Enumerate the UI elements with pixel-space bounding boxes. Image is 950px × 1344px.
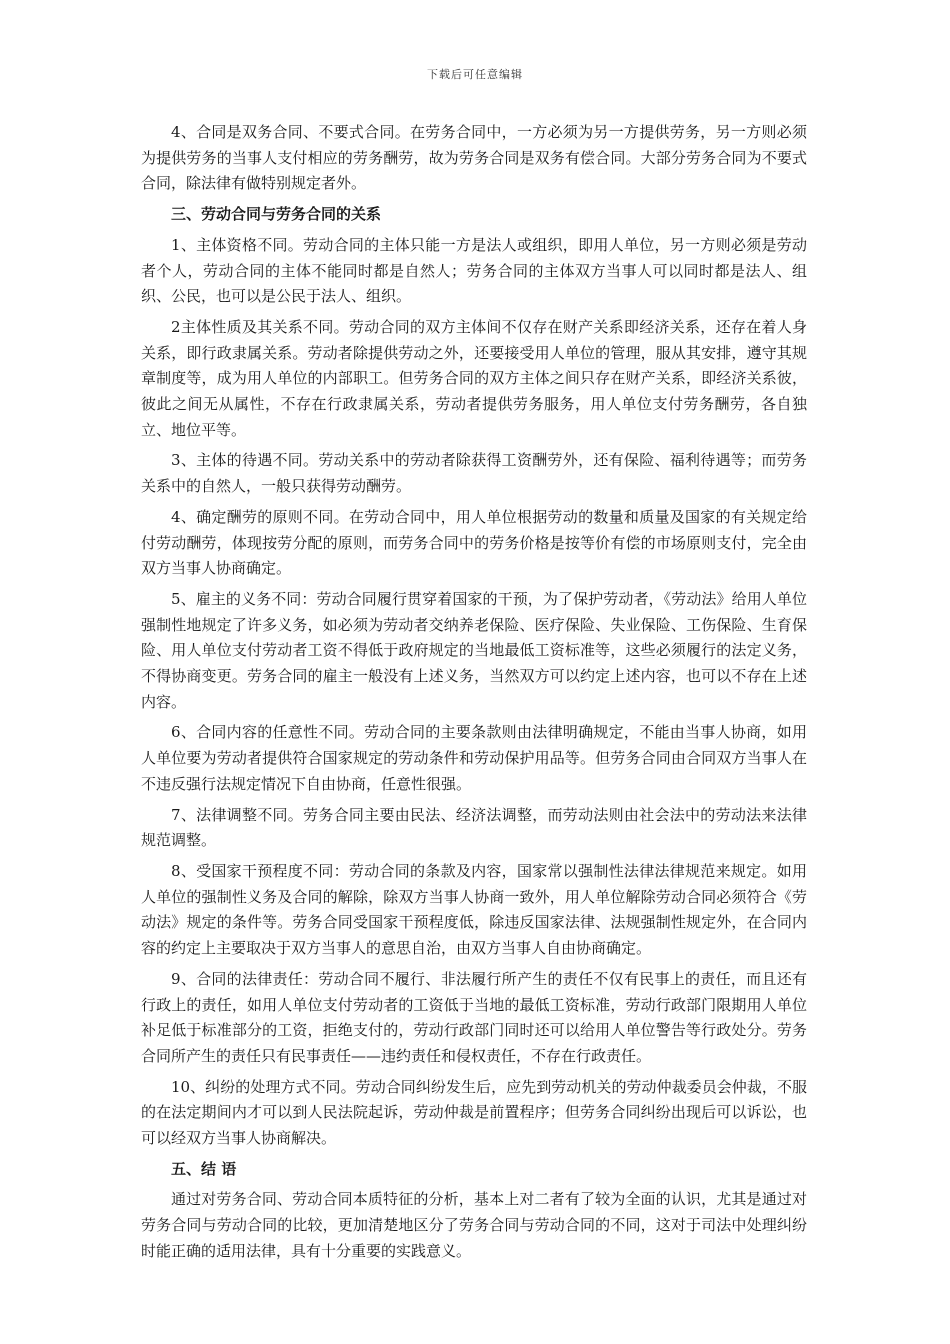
paragraph-subject-qualification: 1、主体资格不同。劳动合同的主体只能一方是法人或组织，即用人单位，另一方则必须是劳动者个人，劳动合同的主体不能同时都是自然人；劳务合同的主体双方当事人可以同时都是法人、组织、公民，也可以是公民于法人、组织。 — [141, 235, 807, 306]
paragraph-subject-treatment: 3、主体的待遇不同。劳动关系中的劳动者除获得工资酬劳外，还有保险、福利待遇等；而劳务关系中的自然人，一般只获得劳动酬劳。 — [141, 451, 807, 496]
paragraph-state-intervention: 8、受国家干预程度不同：劳动合同的条款及内容，国家常以强制性法律法律规范来规定。如用人单位的强制性义务及合同的解除，除双方当事人协商一致外，用人单位解除劳动合同必须符合《劳动法》规定的条件等。劳务合同受国家干预程度低，除违反国家法律、法规强制性规定外，在合同内容的约定上主要取决于双方当事人的意思自治，由双方当事人自由协商确定。 — [141, 861, 807, 958]
paragraph-content-discretion: 6、合同内容的任意性不同。劳动合同的主要条款则由法律明确规定，不能由当事人协商，如用人单位要为劳动者提供符合国家规定的劳动条件和劳动保护用品等。但劳务合同由合同双方当事人在不违反强行法规定情况下自由协商，任意性很强。 — [141, 723, 807, 793]
paragraph-subject-nature: 2主体性质及其关系不同。劳动合同的双方主体间不仅存在财产关系即经济关系，还存在着人身关系，即行政隶属关系。劳动者除提供劳动之外，还要接受用人单位的管理，服从其安排，遵守其规章制度等，成为用人单位的内部职工。但劳务合同的双方主体之间只存在财产关系，即经济关系彼，彼此之间无从属性，不存在行政隶属关系，劳动者提供劳务服务，用人单位支付劳务酬劳，各自独立、地位平等。 — [141, 317, 807, 439]
paragraph-employer-obligation: 5、雇主的义务不同：劳动合同履行贯穿着国家的干预，为了保护劳动者，《劳动法》给用人单位强制性地规定了许多义务，如必须为劳动者交纳养老保险、医疗保险、失业保险、工伤保险、生育保险、用人单位支付劳动者工资不得低于政府规定的当地最低工资标准等，这些必须履行的法定义务，不得协商变更。劳务合同的雇主一般没有上述义务，当然双方可以约定上述内容，也可以不存在上述内容。 — [141, 589, 807, 711]
section-heading-relationship: 三、劳动合同与劳务合同的关系 — [171, 205, 382, 224]
paragraph-dispute-resolution: 10、纠纷的处理方式不同。劳动合同纠纷发生后，应先到劳动机关的劳动仲裁委员会仲裁，不服的在法定期间内才可以到人民法院起诉，劳动仲裁是前置程序；但劳务合同纠纷出现后可以诉讼，也可以经双方当事人协商解决。 — [141, 1077, 807, 1148]
page-header: 下载后可任意编辑 — [427, 68, 523, 81]
section-heading-conclusion: 五、结 语 — [171, 1159, 237, 1178]
document-body — [141, 120, 807, 1270]
paragraph-remuneration-principle: 4、确定酬劳的原则不同。在劳动合同中，用人单位根据劳动的数量和质量及国家的有关规定给付劳动酬劳，体现按劳分配的原则，而劳务合同中的劳务价格是按等价有偿的市场原则支付，完全由双方当事人协商确定。 — [141, 507, 807, 578]
paragraph-conclusion: 通过对劳务合同、劳动合同本质特征的分析，基本上对二者有了较为全面的认识，尤其是通过对劳务合同与劳动合同的比较，更加清楚地区分了劳务合同与劳动合同的不同，这对于司法中处理纠纷时能正确的适用法律，具有十分重要的实践意义。 — [141, 1190, 807, 1260]
paragraph-legal-regulation: 7、法律调整不同。劳务合同主要由民法、经济法调整，而劳动法则由社会法中的劳动法来法律规范调整。 — [141, 805, 807, 850]
paragraph-legal-liability: 9、合同的法律责任：劳动合同不履行、非法履行所产生的责任不仅有民事上的责任，而且还有行政上的责任，如用人单位支付劳动者的工资低于当地的最低工资标准，劳动行政部门限期用人单位补足低于标准部分的工资，拒绝支付的，劳动行政部门同时还可以给用人单位警告等行政处分。劳务合同所产生的责任只有民事责任——违约责任和侵权责任，不存在行政责任。 — [141, 969, 807, 1065]
paragraph-contract-nature: 4、合同是双务合同、不要式合同。在劳务合同中，一方必须为另一方提供劳务，另一方则必须为提供劳务的当事人支付相应的劳务酬劳，故为劳务合同是双务有偿合同。大部分劳务合同为不要式合同，除法律有做特别规定者外。 — [141, 123, 807, 193]
